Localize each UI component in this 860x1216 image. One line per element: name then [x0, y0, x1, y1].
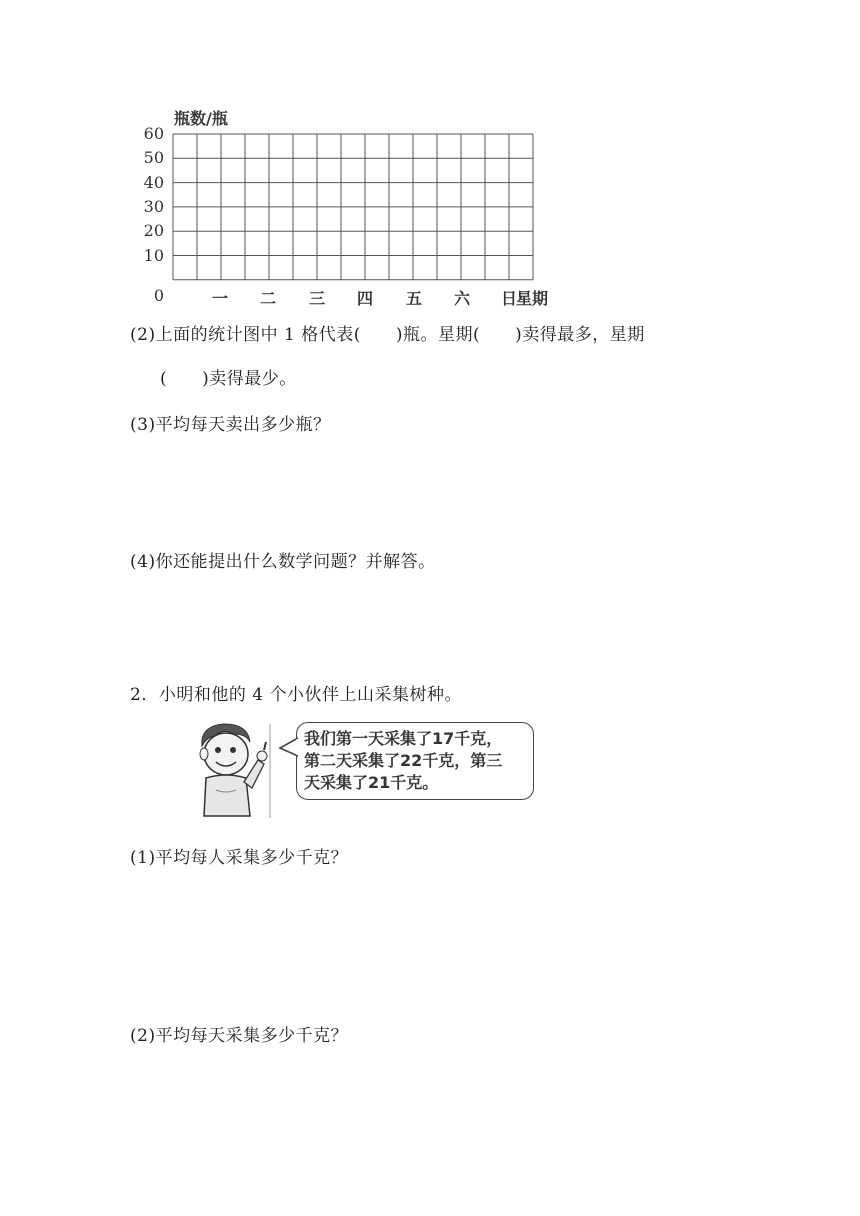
x-tick-label: 四 [356, 289, 373, 308]
x-axis-title: 星期 [516, 289, 549, 308]
y-axis-title: 瓶数/瓶 [174, 109, 228, 128]
speech-bubble-tail [278, 736, 300, 760]
problem-2-sub-1: (1)平均每人采集多少千克？ [130, 848, 349, 868]
x-tick-label: 三 [308, 289, 325, 308]
problem-2-title: 2．小明和他的 4 个小伙伴上山采集树种。 [130, 685, 462, 705]
y-tick-label: 0 [153, 285, 164, 305]
y-tick-label: 50 [143, 148, 164, 168]
problem-2-sub-2: (2)平均每天采集多少千克？ [130, 1026, 349, 1046]
y-tick-label: 60 [143, 124, 164, 143]
speech-line-3: 天采集了21千克。 [304, 773, 439, 792]
x-tick-label: 日 [500, 289, 517, 308]
y-tick-label: 10 [143, 245, 164, 265]
x-tick-label: 六 [453, 289, 470, 308]
bar-chart-grid [130, 100, 590, 310]
x-tick-label: 二 [259, 289, 276, 308]
chart-svg [130, 100, 590, 310]
boy-illustration [188, 720, 276, 820]
question-4: (4)你还能提出什么数学问题？并解答。 [130, 552, 436, 572]
y-tick-label: 30 [143, 196, 164, 216]
x-tick-label: 一 [211, 289, 228, 308]
x-tick-label: 五 [405, 289, 422, 308]
y-tick-label: 20 [143, 221, 164, 241]
y-tick-label: 40 [143, 172, 164, 192]
speech-line-2: 第二天采集了22千克，第三 [304, 751, 503, 770]
question-2-line-1: (2)上面的统计图中 1 格代表( )瓶。星期( )卖得最多，星期 [130, 325, 645, 345]
question-2-line-2: ( )卖得最少。 [160, 369, 297, 389]
speech-bubble-text [304, 728, 532, 794]
question-3: (3)平均每天卖出多少瓶？ [130, 415, 331, 435]
speech-line-1: 我们第一天采集了17千克， [304, 729, 503, 748]
